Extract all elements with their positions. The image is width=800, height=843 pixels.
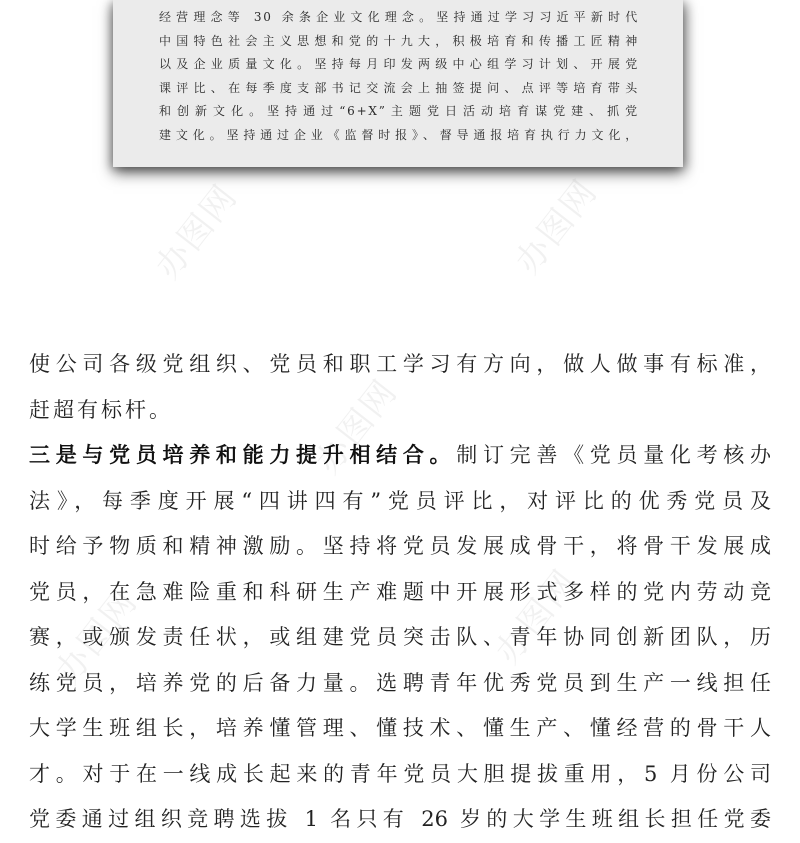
card-text-line: 经营理念等 30 余条企业文化理念。坚持通过学习习近平新时代 [159,10,639,24]
scanned-document-card [113,0,683,167]
watermark: 办图网 [147,176,246,287]
body-line: 大学生班组长，培养懂管理、懂技术、懂生产、懂经营的骨干人 [29,716,771,740]
watermark: 办图网 [47,581,146,692]
body-line: 法》，每季度开展“四讲四有”党员评比，对评比的优秀党员及 [29,488,771,513]
card-text-line: 建文化。坚持通过企业《监督时报》、督导通报培育执行力文化， [159,127,639,142]
body-line-text: 制订完善《党员量化考核办 [456,443,772,467]
body-line: 练党员，培养党的后备力量。选聘青年优秀党员到生产一线担任 [29,670,771,695]
body-line: 赛，或颁发责任状，或组建党员突击队、青年协同创新团队，历 [29,625,771,649]
body-line: 使公司各级党组织、党员和职工学习有方向，做人做事有标准， [29,352,771,376]
body-paragraphs [29,342,771,843]
body-line: 时给予物质和精神激励。坚持将党员发展成骨干，将骨干发展成 [29,534,771,558]
body-line: 才。对于在一线成长起来的青年党员大胆提拔重用，5 月份公司 [29,761,771,786]
body-line: 党员，在急难险重和科研生产难题中开展形式多样的党内劳动竞 [29,579,771,604]
body-line: 赶超有标杆。 [29,397,173,422]
body-line: 党委通过组织竞聘选拔 1 名只有 26 岁的大学生班组长担任党委 [29,807,771,831]
card-text-line: 中国特色社会主义思想和党的十九大，积极培育和传播工匠精神 [159,33,639,48]
watermark: 办图网 [307,371,406,482]
watermark: 办图网 [507,171,606,282]
card-text-line: 课评比、在每季度支部书记交流会上抽签提问、点评等培育带头 [159,80,639,95]
card-text-line: 以及企业质量文化。坚持每月印发两级中心组学习计划、开展党 [159,57,639,71]
card-text-line: 和创新文化。坚持通过“6+X”主题党日活动培育谋党建、抓党 [159,104,639,118]
body-line-with-heading [29,433,771,479]
watermark: 办图网 [487,561,586,672]
card-text-block [159,6,639,147]
section-heading: 三是与党员培养和能力提升相结合。 [29,443,457,467]
